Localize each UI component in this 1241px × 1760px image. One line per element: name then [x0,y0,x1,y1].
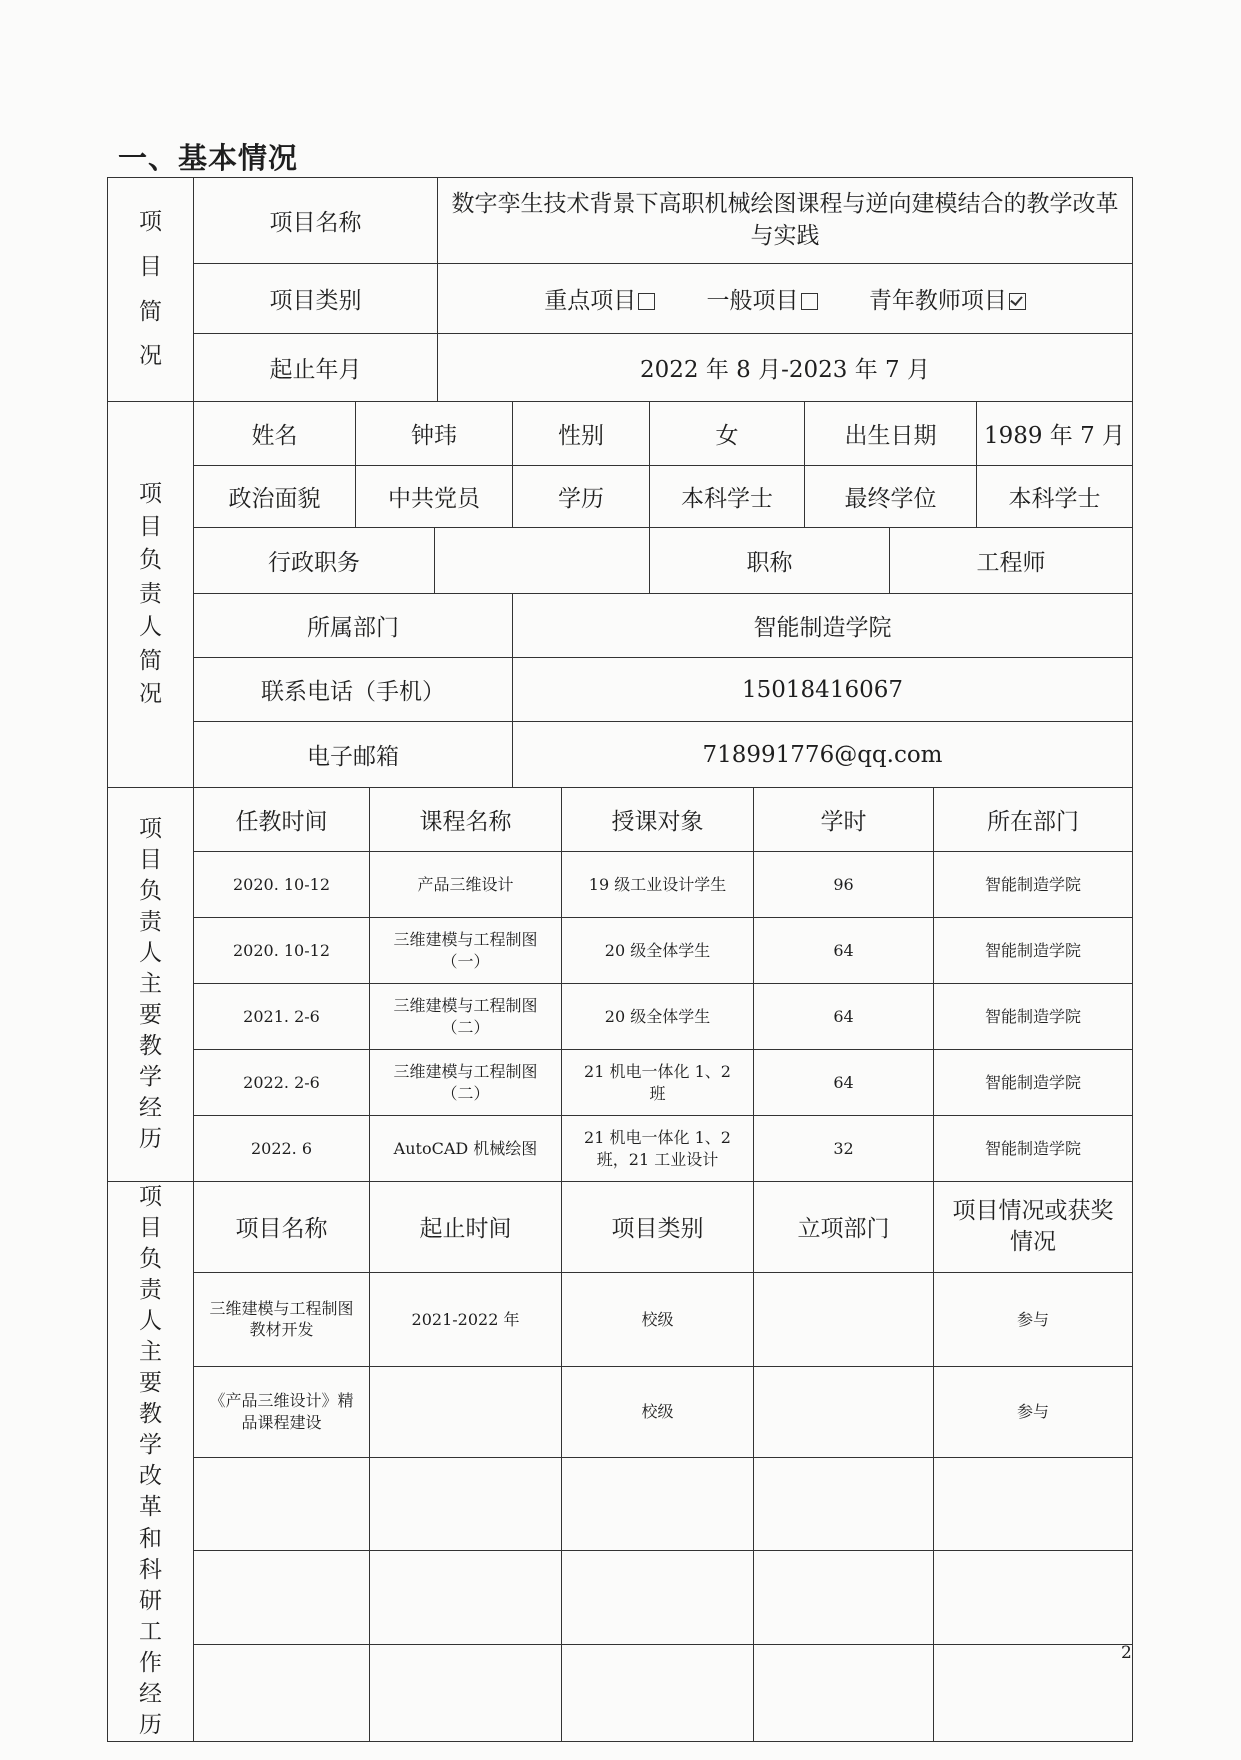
table-cell [370,1366,562,1457]
period-value: 2022 年 8 月-2023 年 7 月 [438,334,1133,402]
table-cell [754,1366,934,1457]
table-cell: 96 [754,852,934,918]
period-label: 起止年月 [194,334,438,402]
table-cell: 校级 [562,1272,754,1366]
teaching-header: 学时 [754,788,934,852]
table-cell: 64 [754,984,934,1050]
table-cell: 21 机电一体化 1、2 班 [562,1050,754,1116]
brief-side-label: 项目简况 [108,178,194,402]
department-value: 智能制造学院 [513,594,1133,658]
research-header: 项目类别 [562,1182,754,1273]
table-cell [934,1645,1133,1742]
admin-title-label: 行政职务 [194,528,435,594]
table-cell: 智能制造学院 [934,918,1133,984]
table-cell: 32 [754,1116,934,1182]
teaching-header: 课程名称 [370,788,562,852]
table-cell: 产品三维设计 [370,852,562,918]
table-cell [934,1457,1133,1551]
teaching-experience-table [107,787,1133,1182]
table-cell [934,1551,1133,1645]
checkbox-icon [801,293,818,310]
table-row [108,1050,1133,1116]
table-cell: 2021. 2-6 [194,984,370,1050]
table-cell: 智能制造学院 [934,1116,1133,1182]
project-brief-table [107,177,1133,402]
research-side-label: 项目负责人主要教学改革和科研工作经历 [108,1182,194,1742]
table-cell: 校级 [562,1366,754,1457]
table-cell [194,1645,370,1742]
table-cell: 智能制造学院 [934,852,1133,918]
table-cell [754,1272,934,1366]
table-row [108,1366,1133,1457]
table-cell: 2021-2022 年 [370,1272,562,1366]
table-row [108,1116,1133,1182]
email-value: 718991776@qq.com [513,722,1133,788]
table-cell: 2020. 10-12 [194,852,370,918]
table-row [108,852,1133,918]
table-cell: 参与 [934,1366,1133,1457]
research-header: 起止时间 [370,1182,562,1273]
leader-side-label: 项目负责人简况 [108,402,194,788]
page-number: 2 [1121,1643,1132,1663]
table-row [108,918,1133,984]
option-young-teacher-project[interactable]: 青年教师项目 [869,282,1026,315]
table-cell: 2022. 6 [194,1116,370,1182]
table-cell: 2020. 10-12 [194,918,370,984]
table-cell: 智能制造学院 [934,984,1133,1050]
table-cell: 智能制造学院 [934,1050,1133,1116]
name-label: 姓名 [194,402,356,466]
project-name-value: 数字孪生技术背景下高职机械绘图课程与逆向建模结合的教学改革与实践 [438,178,1133,264]
admin-title-value [435,528,650,594]
table-cell: 三维建模与工程制图（二） [370,984,562,1050]
table-cell: 三维建模与工程制图教材开发 [194,1272,370,1366]
checkbox-icon [638,293,655,310]
project-name-label: 项目名称 [194,178,438,264]
leader-info-table [107,401,1133,788]
table-cell [194,1551,370,1645]
politics-label: 政治面貌 [194,466,356,528]
table-cell: 21 机电一体化 1、2 班，21 工业设计 [562,1116,754,1182]
section-title: 一、基本情况 [118,141,299,175]
degree-label: 最终学位 [805,466,977,528]
table-cell: 三维建模与工程制图（二） [370,1050,562,1116]
phone-value: 15018416067 [513,658,1133,722]
table-cell [562,1457,754,1551]
job-title-label: 职称 [650,528,890,594]
table-cell: 64 [754,1050,934,1116]
teaching-header: 所在部门 [934,788,1133,852]
birth-label: 出生日期 [805,402,977,466]
birth-value: 1989 年 7 月 [977,402,1133,466]
project-category-options [438,264,1133,334]
option-key-project[interactable]: 重点项目 [544,282,655,315]
education-value: 本科学士 [650,466,805,528]
table-row [108,984,1133,1050]
research-header: 项目名称 [194,1182,370,1273]
research-experience-table [107,1181,1133,1742]
table-cell [562,1551,754,1645]
teaching-header: 授课对象 [562,788,754,852]
email-label: 电子邮箱 [194,722,513,788]
table-row [108,1645,1133,1742]
checkbox-checked-icon [1009,293,1026,310]
degree-value: 本科学士 [977,466,1133,528]
table-cell [754,1457,934,1551]
table-cell: 20 级全体学生 [562,984,754,1050]
table-cell: 2022. 2-6 [194,1050,370,1116]
phone-label: 联系电话（手机） [194,658,513,722]
department-label: 所属部门 [194,594,513,658]
table-cell [754,1551,934,1645]
name-value: 钟玮 [356,402,513,466]
teaching-header: 任教时间 [194,788,370,852]
table-cell: 64 [754,918,934,984]
table-cell [194,1457,370,1551]
politics-value: 中共党员 [356,466,513,528]
education-label: 学历 [513,466,650,528]
gender-value: 女 [650,402,805,466]
teaching-side-label: 项目负责人主要教学经历 [108,788,194,1182]
table-cell: 三维建模与工程制图（一） [370,918,562,984]
table-row [108,1457,1133,1551]
table-cell [562,1645,754,1742]
table-cell [370,1551,562,1645]
research-header: 立项部门 [754,1182,934,1273]
table-cell: 《产品三维设计》精品课程建设 [194,1366,370,1457]
table-cell: 参与 [934,1272,1133,1366]
job-title-value: 工程师 [890,528,1133,594]
table-cell [370,1457,562,1551]
table-cell: 20 级全体学生 [562,918,754,984]
gender-label: 性别 [513,402,650,466]
table-row [108,1551,1133,1645]
table-cell: 19 级工业设计学生 [562,852,754,918]
research-header: 项目情况或获奖情况 [934,1182,1133,1273]
table-cell: AutoCAD 机械绘图 [370,1116,562,1182]
table-cell [754,1645,934,1742]
table-cell [370,1645,562,1742]
table-row [108,1272,1133,1366]
option-general-project[interactable]: 一般项目 [707,282,818,315]
project-category-label: 项目类别 [194,264,438,334]
